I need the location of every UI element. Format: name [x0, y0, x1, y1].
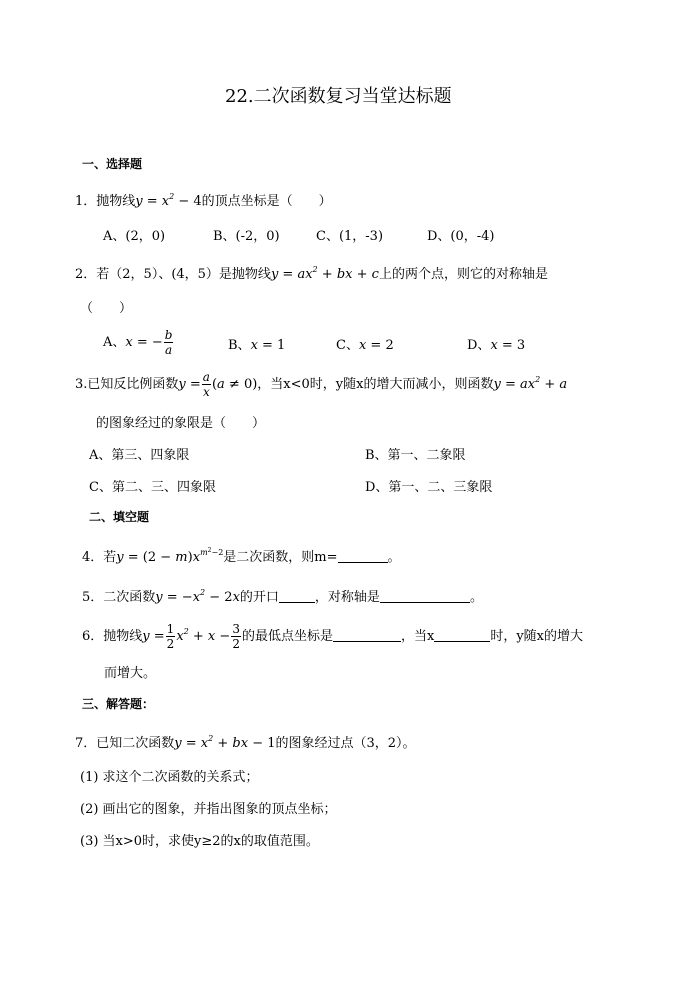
question-2-line2: （ ）: [80, 301, 133, 316]
question-3-prefix: 3.已知反比例函数: [75, 377, 179, 392]
section-solve-heading: 三、解答题：: [82, 697, 155, 711]
question-2-option-c: C、x = 2: [336, 338, 394, 353]
question-2-option-b: B、x = 1: [228, 338, 286, 353]
question-5-blank-axis: [380, 590, 470, 603]
question-2: [75, 266, 548, 281]
question-6-line2: 而增大。: [104, 666, 157, 681]
question-2-suffix: 上的两个点，则它的对称轴是: [378, 267, 548, 282]
question-1-option-b: B、(-2，0): [213, 229, 280, 244]
question-3-option-a: A、第三、四象限: [89, 448, 190, 463]
question-6-blank-range: [434, 629, 490, 642]
question-4-blank: [338, 550, 388, 563]
question-3-option-b: B、第一、二象限: [365, 448, 466, 463]
question-7-part-3: (3) 当x>0时，求使y≥2的x的取值范围。: [80, 834, 319, 849]
question-3-line2: 的图象经过的象限是（ ）: [96, 416, 266, 431]
question-6-blank-vertex: [333, 629, 401, 642]
question-2-option-a: A、x = − $\frac{b}{a}$: [103, 328, 173, 357]
question-3-option-d: D、第一、二、三象限: [365, 480, 493, 495]
question-2-prefix: 2．若（2，5）、(4，5）是抛物线: [75, 267, 271, 282]
question-2-formula: $y = ax^2$ + bx + c: [270, 265, 379, 282]
section-choice-heading: 一、选择题: [82, 157, 143, 171]
question-7-part-2: (2) 画出它的图象，并指出图象的顶点坐标；: [80, 802, 337, 817]
question-1-option-c: C、(1，-3): [316, 229, 384, 244]
question-3-middle: ，当x<0时，y随x的增大而减小，则函数: [257, 377, 494, 392]
question-7-part-1: (1) 求这个二次函数的关系式；: [80, 770, 259, 785]
question-1-suffix: 的顶点坐标是（ ）: [201, 194, 332, 209]
question-1-option-d: D、(0，-4): [427, 229, 495, 244]
page-title: 22.二次函数复习当堂达标题: [225, 86, 452, 107]
question-7: 7．已知二次函数$y = x^2$ + bx − 1的图象经过点（3，2）。: [75, 734, 416, 751]
question-4: 4．若$y = (2 - m)x^{m^2-2}$是二次函数，则m= 。: [82, 547, 401, 565]
question-1-prefix: 1．抛物线: [75, 194, 136, 209]
question-1-formula: $y = x^2 - 4$: [135, 192, 202, 209]
question-3-option-c: C、第二、三、四象限: [89, 480, 216, 495]
section-fill-heading: 二、填空题: [89, 510, 150, 524]
question-2-option-d: D、x = 3: [467, 338, 526, 353]
question-1-option-a: A、(2，0): [103, 229, 166, 244]
question-3: 3.已知反比例函数y = $\frac{a}{x}$ (a ≠ 0)，当x<0时，y随x的增大而减小，则函数$y = ax^2 + a$: [75, 370, 568, 399]
question-5: 5．二次函数$y = -x^2 - 2x$的开口 ，对称轴是 。: [82, 588, 483, 605]
question-1: [75, 193, 332, 208]
question-5-blank-opening: [279, 590, 315, 603]
question-6: 6．抛物线y = $\frac{1}{2}$ $x^2 + x$ − $\frac{3}{2}$ 的最低点坐标是 ，当x 时，y随x的增大: [82, 622, 583, 651]
